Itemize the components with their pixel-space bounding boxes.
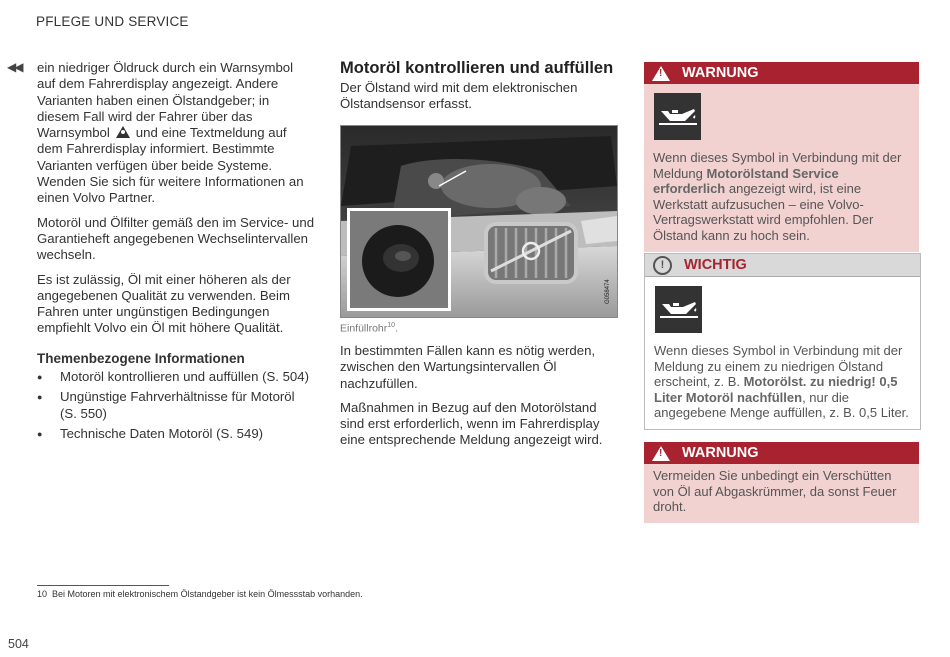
important-header: ! WICHTIG (645, 254, 920, 277)
paragraph-measures: Maßnahmen in Bezug auf den Motorölstand sind erst erforderlich, wenn im Fahrerdisplay eine entsprechende Meldung angezeigt wird. (340, 399, 603, 448)
engine-bay-illustration (341, 126, 617, 317)
image-code: G058474 (605, 279, 611, 304)
warning-box-1: ! WARNUNG Wenn dieses Symbol in Verbindung mit der Meldung Motorölstand Service erforderlich angezeigt wird, ist eine Werkstatt aufzusuchen – eine Volvo-Vertragswerkstatt wird empfohlen. Der Ölstand kann zu hoch sein. (644, 62, 919, 252)
important-box: ! WICHTIG Wenn dieses Symbol in Verbindung mit der Meldung zu einem zu niedrigen Ölstand erscheint, z. B. Motorölst. zu niedrig! 0,5 Liter Motoröl nachfüllen, nur die angegebene Menge auffüllen, z. B. 0,5 Liter. (644, 253, 921, 430)
oil-warning-symbol-icon (116, 126, 130, 138)
exclamation-circle-icon: ! (653, 256, 672, 275)
section-intro: Der Ölstand wird mit dem elektronischen Ölstandsensor erfasst. (340, 80, 578, 112)
column-2 (340, 58, 615, 113)
oil-can-icon (654, 93, 701, 140)
image-caption: Einfüllrohr$^{10}$. (340, 322, 398, 335)
engine-bay-photo (340, 125, 618, 318)
related-info-list (37, 369, 315, 442)
running-header: PFLEGE UND SERVICE (36, 14, 189, 29)
footnote-divider (37, 585, 169, 586)
warning-header: ! WARNUNG (644, 442, 919, 464)
warning-header: ! WARNUNG (644, 62, 919, 84)
warning-triangle-icon (652, 446, 670, 461)
footnote: 10 Bei Motoren mit elektronischem Ölstandgeber ist kein Ölmessstab vorhanden. (37, 589, 363, 599)
column-2-body (340, 343, 615, 457)
page-number: 504 (8, 637, 29, 651)
related-link[interactable]: ● Technische Daten Motoröl (S. 549) (37, 426, 315, 442)
section-title: Motoröl kontrollieren und auffüllen (340, 59, 614, 77)
related-link[interactable]: ● Motoröl kontrollieren und auffüllen (S. 504) (37, 369, 315, 385)
warning-box-2: ! WARNUNG Vermeiden Sie unbedingt ein Verschütten von Öl auf Abgaskrümmer, da sonst Feuer droht. (644, 442, 919, 523)
paragraph-oil-pressure: ein niedriger Öldruck durch ein Warnsymbol auf dem Fahrerdisplay angezeigt. Andere Varianten haben einen Ölstandgeber; in diesem Fall wird der Fahrer über das Warnsymbol und eine Textmeldung auf dem Fahrerdisplay informiert. Bestimmte Varianten verfügen über beide Systeme. Wenden Sie sich für weitere Informationen an einen Volvo Partner. (37, 60, 304, 206)
paragraph-oil-quality: Es ist zulässig, Öl mit einer höheren als der angegebenen Qualität zu verwenden. Beim Fahren unter ungünstigen Bedingungen empfiehlt Volvo ein Öl mit höhere Qualität. (37, 271, 291, 336)
footnote-ref[interactable]: 10 (387, 322, 396, 329)
related-link[interactable]: ● Ungünstige Fahrverhältnisse für Motoröl (S. 550) (37, 389, 315, 422)
oil-can-icon (655, 286, 702, 333)
paragraph-topup: In bestimmten Fällen kann es nötig werden, zwischen den Wartungsintervallen Öl nachzufüllen. (340, 343, 596, 391)
paragraph-oil-change: Motoröl und Ölfilter gemäß den im Service- und Garantieheft angegebenen Wechselintervallen wechseln. (37, 214, 315, 263)
warning-triangle-icon (652, 66, 670, 81)
column-1 (37, 60, 315, 446)
continued-marker-icon: ◀◀ (7, 60, 22, 74)
related-info-heading: Themenbezogene Informationen (37, 350, 245, 366)
